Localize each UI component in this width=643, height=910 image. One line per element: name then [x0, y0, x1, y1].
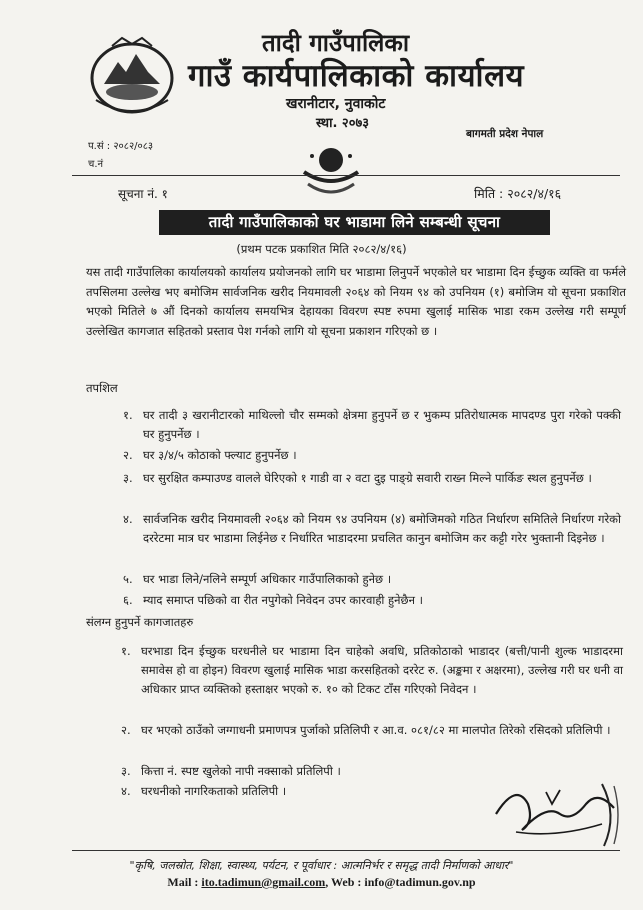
header-divider — [72, 175, 620, 176]
nepal-emblem-icon — [82, 32, 182, 116]
notice-number: सूचना नं. १ — [118, 187, 168, 201]
item-text: घर सुरक्षित कम्पाउण्ड वालले घेरिएको १ गाडी वा २ वटा दुइ पाङ्ग्रे सवारी राख्न मिल्ने पार्किङ स्थल हुनुपर्नेछ । — [143, 471, 592, 485]
item-number: २. — [121, 723, 131, 737]
office-address: खरानीटार, नुवाकोट — [286, 96, 386, 112]
mail-link[interactable]: ito.tadimun@gmail.com — [201, 875, 326, 889]
item-text: घर तादी ३ खरानीटारको माथिल्लो चौर सम्मको क्षेत्रमा हुनुपर्ने छ र भुकम्प प्रतिरोधात्मक मापदण्ड पुरा गरेको पक्की घर हुनुपर्नेछ । — [143, 408, 621, 441]
condition-item — [123, 591, 621, 610]
item-number: ४. — [121, 784, 131, 798]
footer-divider — [72, 850, 620, 851]
condition-item — [123, 469, 621, 488]
ref-ps: प.सं : २०८२/०८३ — [88, 141, 154, 152]
first-published-date: (प्रथम पटक प्रकाशित मिति २०८२/४/१६) — [236, 242, 407, 256]
contact-separator: , — [325, 875, 332, 889]
mail-label: Mail : — [167, 875, 202, 889]
official-stamp-icon — [598, 780, 624, 850]
notice-title: तादी गाउँपालिकाको घर भाडामा लिने सम्बन्धी सूचना — [159, 210, 550, 235]
item-text: घर भएको ठाउँको जग्गाधनी प्रमाणपत्र पुर्जाको प्रतिलिपी र आ.व. ०८१/८२ मा मालपोत तिरेको रसिदको प्रतिलिपी । — [141, 723, 611, 737]
footer-slogan: "कृषि, जलस्रोत, शिक्षा, स्वास्थ्य, पर्यटन, र पूर्वाधार : आत्मनिर्भर र समृद्ध तादी निर्माणको आधार" — [129, 859, 514, 872]
ref-chn: च.नं — [88, 159, 104, 170]
item-number: ६. — [123, 593, 133, 607]
item-number: ५. — [123, 572, 133, 586]
item-text: घरधनीको नागरिकताको प्रतिलिपी । — [141, 784, 287, 798]
office-name: गाउँ कार्यपालिकाको कार्यालय — [188, 58, 525, 94]
document-item — [121, 762, 481, 781]
document-item — [121, 721, 623, 740]
item-number: २. — [123, 448, 133, 462]
item-number: ३. — [121, 764, 131, 778]
item-text: घरभाडा दिन ईच्छुक घरधनीले घर भाडामा दिन चाहेको अवधि, प्रतिकोठाको भाडादर (बत्ती/पानी शुल्क भाडादरमा समावेस हो वा होइन) विवरण खुलाई मासिक भाडा करसहितको दररेट रु. (अङ्कमा र अक्षरमा), उल्लेख गरी घर धनी वा अधिकार प्राप्त व्यक्तिको हस्ताक्षर भएको रु. १० को टिकट टाँस गरिएको निवेदन । — [141, 644, 623, 696]
item-number: ४. — [123, 512, 133, 526]
item-text: कित्ता नं. स्पष्ट खुलेको नापी नक्साको प्रतिलिपी । — [141, 764, 341, 778]
notice-date: मिति : २०८२/४/१६ — [474, 186, 562, 201]
established-year: स्था. २०७३ — [316, 116, 369, 131]
web-link[interactable]: info@tadimun.gov.np — [364, 875, 476, 889]
web-label: Web : — [331, 875, 365, 889]
conditions-heading: तपशिल — [86, 381, 118, 395]
document-item — [121, 782, 481, 801]
condition-item — [123, 510, 621, 548]
condition-item — [123, 446, 621, 465]
condition-item — [123, 406, 621, 444]
intro-paragraph: यस तादी गाउँपालिका कार्यालयको कार्यालय प्रयोजनको लागि घर भाडामा लिनुपर्ने भएकोले घर भाडामा दिन ईच्छुक व्यक्ति वा फर्मले तपसिलमा उल्लेख भए बमोजिम सार्वजनिक खरीद नियमावली २०६४ को नियम ९४ को उपनियम (१) बमोजिम यो सूचना प्रकाशित भएको मितिले ७ औं दिनको कार्यालय समयभित्र देहायका विवरण स्पष्ट रुपमा खुलाई मासिक भाडा रकम उल्लेख गरी सम्पूर्ण उल्लेखित कागजात सहितको प्रस्ताव पेश गर्नको लागि यो सूचना प्रकाशन गरिएको छ । — [86, 265, 626, 338]
item-text: सार्वजनिक खरीद नियमावली २०६४ को नियम ९४ उपनियम (४) बमोजिमको गठित निर्धारण समितिले निर्धारण गरेको दररेटमा मात्र घर भाडामा लिईनेछ र निर्धारित भाडादरमा प्रचलित कानुन बमोजिम कर कट्टी गरेर भुक्तानी दिइनेछ । — [143, 512, 621, 545]
item-number: ३. — [123, 471, 133, 485]
documents-heading: संलग्न हुनुपर्ने कागजातहरु — [86, 615, 194, 629]
footer-contact — [0, 875, 643, 890]
item-text: म्याद समाप्त पछिको वा रीत नपुगेको निवेदन उपर कारवाही हुनेछैन । — [143, 593, 424, 607]
item-text: घर ३/४/५ कोठाको फ्ल्याट हुनुपर्नेछ । — [143, 448, 297, 462]
item-text: घर भाडा लिने/नलिने सम्पूर्ण अधिकार गाउँपालिकाको हुनेछ । — [143, 572, 392, 586]
item-number: १. — [123, 408, 133, 422]
document-item — [121, 642, 623, 699]
item-number: १. — [121, 644, 131, 658]
municipality-logo-icon — [294, 142, 368, 200]
condition-item — [123, 570, 621, 589]
municipality-name: तादी गाउँपालिका — [262, 29, 410, 57]
province-label: बागमती प्रदेश नेपाल — [466, 128, 544, 140]
